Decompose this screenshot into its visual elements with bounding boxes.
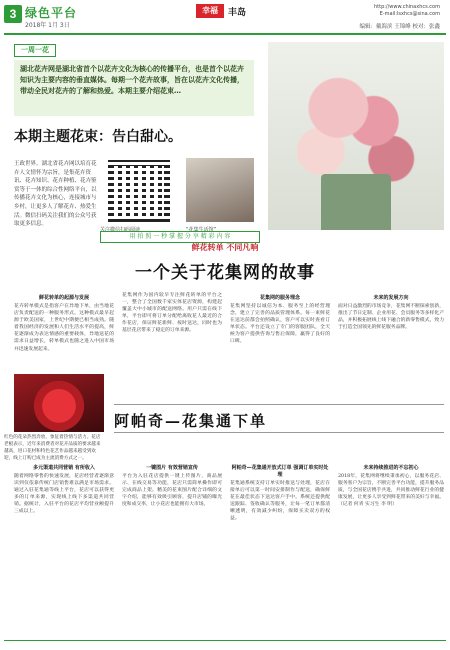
issue-date: 2018年 1月 3日 <box>25 22 70 29</box>
divider <box>114 404 444 405</box>
footer-rule <box>4 640 446 641</box>
feature-column-3 <box>230 292 330 346</box>
column-text: 随着网络零售的快速发展，花店经营者逐渐意识到仅依靠传统门店销售难以满足市场需求。通过入驻花集通等线上平台，花店可以获得更多的订单来源，实现线上线下多渠道共同营销。据统计，入驻平台的花店平均营业额提升三成以上。 <box>14 474 114 515</box>
feature-columns <box>14 292 444 370</box>
column-text: 平台为入驻花店提供一键上传图片、商品展示、在线交易等功能，花店只需简单操作即可完成商品上架。精美的花束图片配合详细的文字介绍，能够有效吸引顾客，提升店铺的曝光度和成交率，让小花店也能拥有大市场。 <box>122 474 222 508</box>
second-headline: 阿帕奇—花集通下单 <box>114 412 268 430</box>
column-text: 花集通系统支持订单实时推送与处理，花店在接单后可以第一时间安排制作与配送，确保鲜花在最佳状态下送达客户手中。系统还提供配送跟踪、签收确认等服务，让每一笔订单都清晰透明，有效减少纠纷，保障买卖双方的权益。 <box>230 481 330 522</box>
editor-line: 编辑：戴海滨 王锦峰 校对：张鑫 <box>359 24 440 30</box>
header-rule <box>4 33 446 35</box>
qr-hint-banner: 用 拍 照 一 秒 掌 握 分 享 精 彩 内 容 <box>100 231 260 243</box>
feature-subheadline: 鲜花转单 不同凡响 <box>191 243 259 252</box>
feature-column-2 <box>122 292 222 335</box>
column-text: 花卉转单模式是指客户在异地下单，由当地花店负责配送的一种服务形式。这种模式最早起源于欧美国家，上世纪中期便已相当成熟。随着我国经济的发展和人们生活水平的提高，鲜花逐渐成为表达情感的重要载体，异地送花的需求日益增长，转单模式也随之进入中国市场并迅速发展起来。 <box>14 304 114 352</box>
intro-box: 湖北花卉网是湖北省首个以花卉文化为核心的传播平台，也是首个以花卉知识为主要内容的垂直媒体。每期一个花卉故事，旨在以花卉文化传播，带动全民对花卉的了解和热爱。本期主要介绍花束… <box>14 60 254 116</box>
speaker-caption: “花集生活馆” <box>186 227 217 233</box>
section-tag: 幸福 <box>196 4 224 18</box>
column-heading: 一键图片 有效营销宣传 <box>146 465 198 471</box>
feature-headline: 一个关于花集网的故事 <box>135 263 315 283</box>
column-heading: 多元渠道共同营销 有所收入 <box>33 465 95 471</box>
flower-bouquet-photo <box>268 42 444 230</box>
photo-side-text: 红色的花朵热烈奔放，象征着热情与活力。花店老板表示，近年来消费者对花卉品质的要求越来越高，进口花材和特色花艺作品越来越受到欢迎，线上订购已成为主流消费方式之一。 <box>4 435 101 461</box>
column-text: 花集网作为国内较早专注鲜花转单的平台之一，整合了全国数千家实体花店资源，构建起覆盖大中小城市的配送网络。用户只需在线下单，平台即可将订单分配给离收花人最近的合作花店，保证鲜花新鲜、按时送达，同时也为基层花店带来了稳定的订单来源。 <box>122 293 222 334</box>
week-tag: 一周一花 <box>14 44 56 57</box>
page-number: 3 <box>4 5 22 23</box>
masthead-brand: 绿色平台 <box>25 6 78 20</box>
column-text: 面对日益激烈的市场竞争，花集网不断探索创新，推出了节日定制、企业用花、会员服务等多样化产品，并积极拓展线上线下融合的新零售模式，致力于打造全国领先的鲜花服务品牌。 <box>338 304 444 331</box>
second-column-1 <box>14 462 114 516</box>
second-column-3 <box>230 462 330 523</box>
second-column-4 <box>338 462 444 508</box>
second-column-2 <box>122 462 222 508</box>
speaker-photo <box>186 158 254 222</box>
second-columns <box>14 462 444 632</box>
column-text: 2018年，花集网将继续秉承初心，以服务花店、服务客户为宗旨，不断完善平台功能，提升服务品质，与全国花店携手共进，共同推动鲜花行业的健康发展，让更多人享受到鲜花带来的美好与幸福。（记者 何青 实习生 李 明） <box>338 474 444 508</box>
lead-headline: 本期主题花束：告白甜心。 <box>14 129 182 145</box>
column-heading: 阿帕奇—花集通开放式订单 强调订单实时处理 <box>231 465 329 478</box>
column-heading: 花集网的服务理念 <box>259 295 300 301</box>
column-heading: 未来的发展方向 <box>373 295 409 301</box>
column-heading: 未来持续推进的不忘初心 <box>363 465 419 471</box>
column-text: 花集网坚持以诚信为本、服务至上的经营理念，建立了完善的品质管理体系。每一束鲜花在送达前都会拍照确认，客户可以实时查看订单状态。平台还设立了专门的客服团队，全天候为客户提供咨询与售后保障，赢得了良好的口碑。 <box>230 304 330 345</box>
page-header <box>0 0 450 40</box>
qr-code-icon[interactable] <box>108 160 170 222</box>
qr-caption: 关注微信扫码阅读 <box>100 227 141 233</box>
divider <box>114 432 444 433</box>
column-heading: 鲜花转单的起源与发展 <box>38 295 89 301</box>
header-web-info: http://www.chinaxhcs.com E-mail:lsxhcs@sina.com <box>373 4 440 17</box>
feature-column-4 <box>338 292 444 331</box>
author-text: 王政世界。湖北省花卉网以培育花卉人文情怀为宗旨，是集花卉资讯、花卉知识、花卉种植、花卉鉴赏等于一体的综合性网络平台，以传播花卉文化为核心，连接城市与乡村，让更多人了解花卉、热爱生活。微信扫码关注我们的公众号获取更多信息。 <box>14 161 97 228</box>
column-tag: 丰岛 <box>228 8 247 18</box>
feature-column-1 <box>14 292 114 353</box>
red-flower-photo <box>14 374 104 432</box>
